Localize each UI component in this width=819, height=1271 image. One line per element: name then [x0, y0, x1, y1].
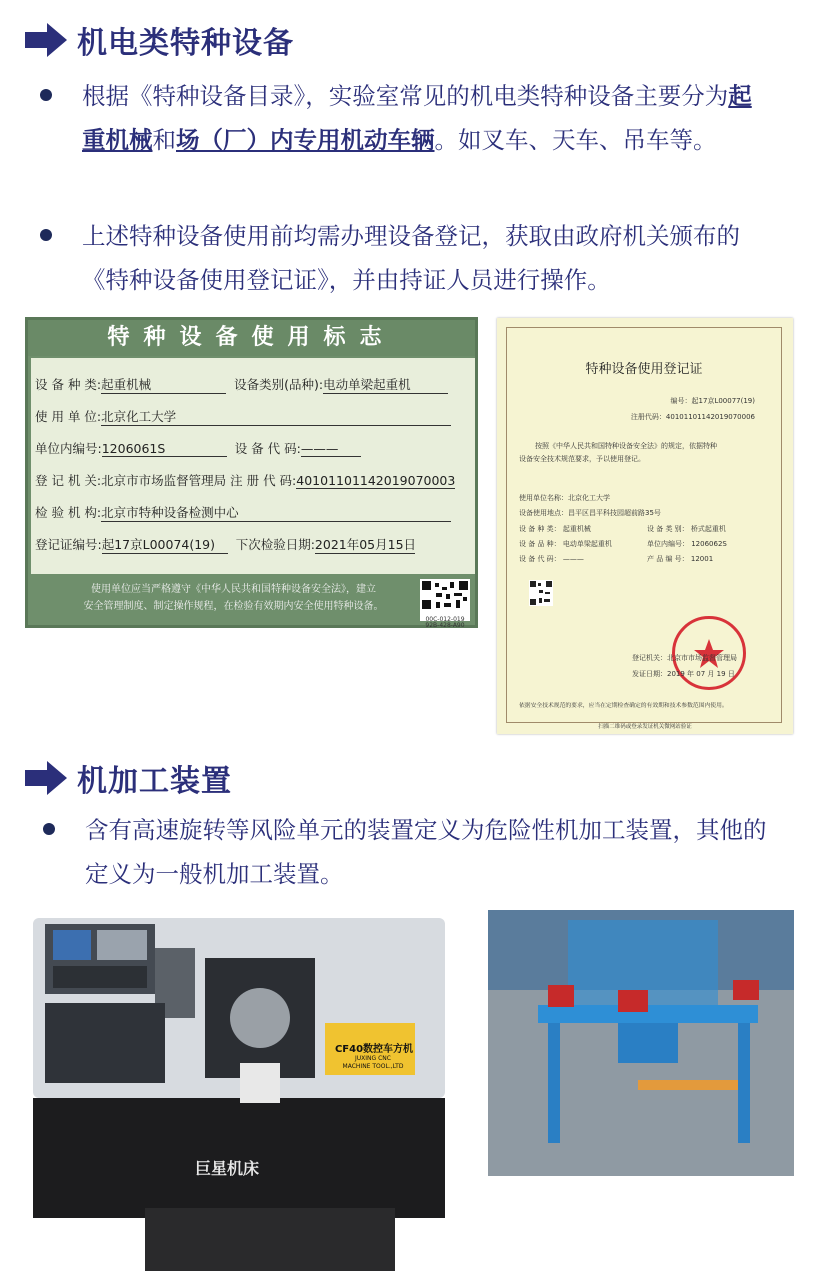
sign-value: 北京市特种设备检测中心 [101, 503, 451, 522]
sign-footer [28, 575, 475, 629]
emphasis-vehicles: 场（厂）内专用机动车辆 [176, 126, 435, 154]
sign-label: 单位内编号: [35, 441, 102, 456]
bullet-text: 上述特种设备使用前均需办理设备登记，获取由政府机关颁布的《特种设备使用登记证》，并由持证人员进行操作。 [82, 222, 740, 294]
certificate-issue-date: 发证日期：2019 年 07 月 19 日 [632, 670, 735, 678]
certificate-note: 依据安全技术规范的要求，应当在定期检查确定的有效期和技术参数范围内使用。 [519, 703, 728, 709]
certificate-number: 编号：起17京L00077(19) [670, 397, 755, 405]
bullet-item [40, 214, 780, 302]
sign-label: 检 验 机 构: [35, 505, 102, 520]
certificate-field: 使用单位名称：北京化工大学 [519, 494, 610, 502]
certificate-field: 单位内编号： 1206062S [647, 540, 727, 548]
certificate-verify-note: 扫描二维码或登录发证机关微网站验证 [598, 724, 692, 730]
sign-row [35, 471, 455, 489]
section2-heading [25, 756, 232, 800]
sign-row [35, 407, 451, 426]
qr-caption: 92B-428-A90 [425, 622, 465, 629]
sign-label: 设 备 种 类: [35, 377, 102, 392]
certificate-field: 设备使用地点：昌平区昌平科技园超前路35号 [519, 509, 661, 517]
sign-row [35, 375, 448, 394]
certificate-body: 设备安全技术规范要求，予以使用登记。 [519, 455, 645, 463]
sign-row [35, 503, 451, 522]
arrow-right-icon [25, 23, 67, 57]
sign-value: ——— [301, 441, 361, 457]
certificate-field: 设 备 品 种： 电动单梁起重机 [519, 540, 612, 548]
sign-label: 设备类别(品种): [234, 377, 324, 392]
sign-value: 起17京L00074(19) [102, 535, 228, 554]
sign-label: 设 备 代 码: [234, 441, 301, 456]
sign-label: 使 用 单 位: [35, 409, 102, 424]
section2-title: 机加工装置 [77, 764, 232, 799]
workbench-photo [488, 910, 794, 1176]
sign-row [35, 535, 415, 554]
sign-title: 特种设备使用标志 [28, 320, 475, 356]
arrow-right-icon [25, 761, 67, 795]
lathe-maker-label: MACHINE TOOL.,LTD [342, 1063, 404, 1070]
certificate-field: 产 品 编 号： 12001 [647, 555, 714, 563]
certificate-field: 设 备 代 码： ——— [519, 555, 584, 563]
cnc-lathe-photo [25, 908, 457, 1271]
sign-label: 注 册 代 码: [230, 473, 297, 488]
sign-value: 北京化工大学 [101, 407, 451, 426]
certificate-authority: 登记机关：北京市市场监督管理局 [632, 654, 737, 662]
bullet-item [43, 808, 783, 896]
bullet-text: 含有高速旋转等风险单元的装置定义为危险性机加工装置，其他的定义为一般机加工装置。 [85, 816, 767, 888]
sign-footer-line: 安全管理制度、制定操作规程，在检验有效期内安全使用特种设备。 [83, 601, 384, 612]
bullet-dot [43, 823, 55, 835]
section1-title: 机电类特种设备 [77, 26, 294, 61]
sign-label: 下次检验日期: [235, 537, 315, 552]
emphasis-lifting-machinery: 起重机械 [82, 82, 752, 154]
certificate-title: 特种设备使用登记证 [585, 362, 703, 377]
bullet-dot [40, 89, 52, 101]
sign-value: 北京市市场监督管理局 [101, 473, 227, 488]
certificate-field: 设 备 种 类： 起重机械 [519, 525, 591, 533]
sign-label: 登 记 机 关: [35, 473, 102, 488]
sign-body [31, 358, 475, 574]
qr-code-icon [529, 580, 553, 606]
sign-value: 电动单梁起重机 [323, 375, 448, 394]
certificate-border [506, 327, 782, 723]
registration-certificate [497, 318, 793, 734]
bullet-text [82, 74, 762, 162]
certificate-body: 按照《中华人民共和国特种设备安全法》的规定，依据特种 [535, 442, 717, 450]
lathe-model-label: CF40数控车方机 [334, 1044, 414, 1055]
bullet-text-part: 和 [152, 126, 176, 154]
bullet-dot [40, 229, 52, 241]
qr-caption: 00C-012-019 [425, 616, 465, 623]
bullet-text-part: 。如叉车、天车、吊车等。 [434, 126, 717, 154]
bullet-item [40, 74, 770, 162]
qr-code [420, 579, 470, 629]
lathe-maker-label: JUXING CNC [355, 1055, 391, 1062]
sign-value: 1206061S [102, 441, 227, 457]
section1-heading [25, 18, 294, 62]
equipment-use-sign [25, 317, 478, 628]
sign-label: 登记证编号: [35, 537, 102, 552]
sign-value: 起重机械 [101, 375, 226, 394]
sign-value: 40101101142019070003 [296, 473, 456, 488]
bullet-text-part: 根据《特种设备目录》，实验室常见的机电类特种设备主要分为 [82, 82, 729, 110]
cnc-lathe-illustration [25, 908, 457, 1271]
qr-code-icon [420, 579, 470, 611]
sign-row [35, 439, 361, 457]
sign-value: 2021年05月15日 [314, 537, 417, 552]
sign-footer-line: 使用单位应当严格遵守《中华人民共和国特种设备安全法》，建立 [91, 584, 376, 595]
certificate-reg-code: 注册代码：40101101142019070006 [630, 413, 755, 421]
workbench-illustration [488, 910, 794, 1176]
certificate-field: 设 备 类 别： 桥式起重机 [647, 525, 726, 533]
lathe-brand-label: 巨星机床 [195, 1159, 260, 1178]
